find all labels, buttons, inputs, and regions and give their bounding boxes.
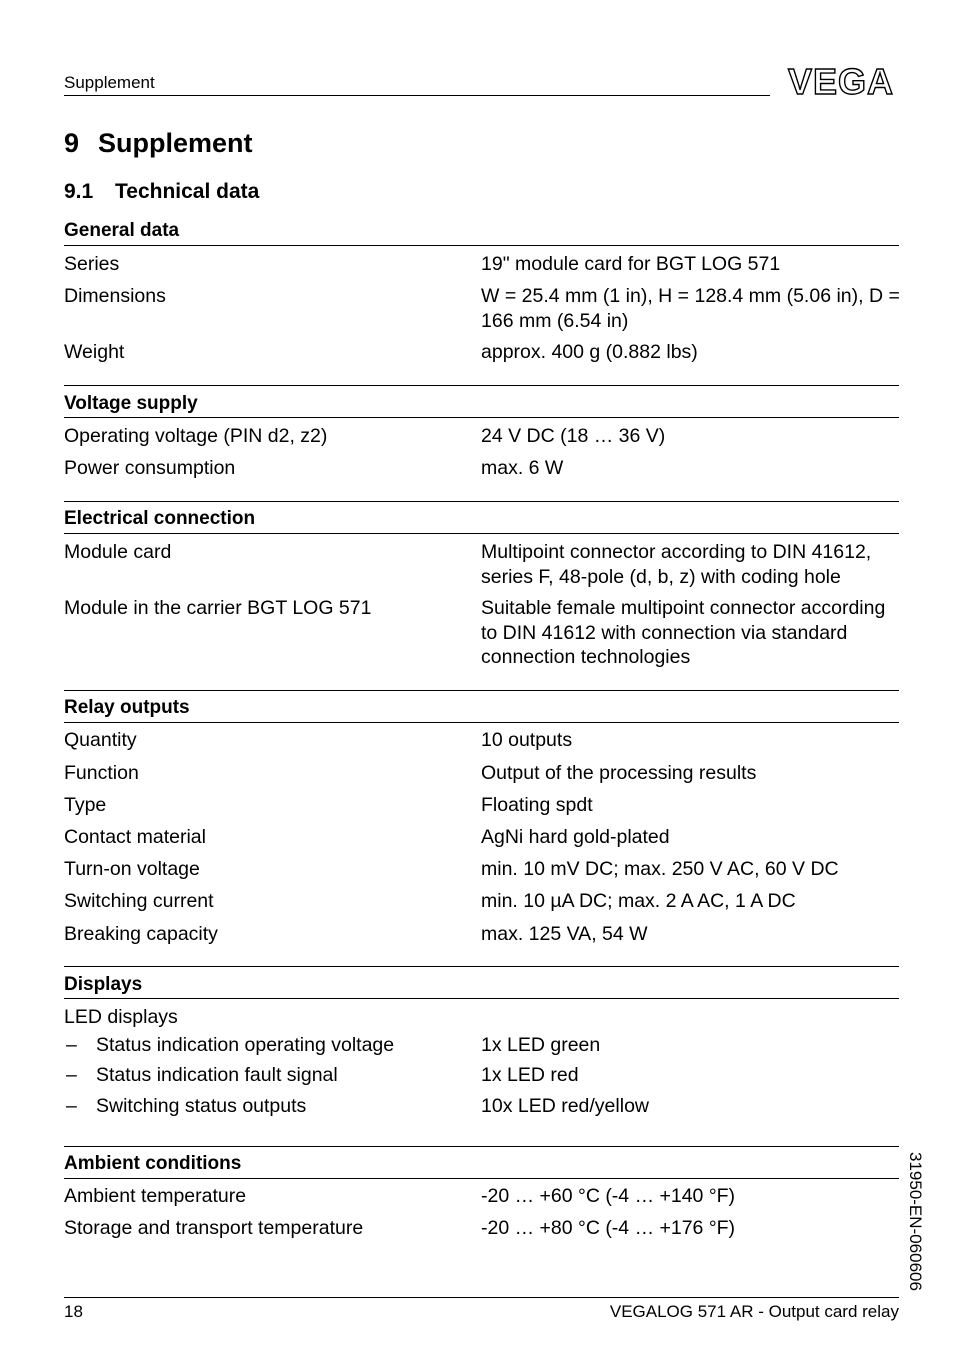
spec-label: Dimensions — [64, 285, 166, 307]
spec-label: Status indication operating voltage — [96, 1034, 395, 1056]
displays-title: Displays — [64, 974, 143, 995]
spec-label: Type — [64, 794, 107, 816]
spec-label: Operating voltage (PIN d2, z2) — [64, 425, 328, 447]
spec-value: 10 outputs — [481, 729, 573, 751]
section-rule — [64, 245, 899, 246]
dash-bullet: – — [66, 1034, 77, 1056]
vega-logo — [782, 64, 900, 98]
section-rule — [64, 533, 899, 534]
section-rule — [64, 966, 899, 967]
voltage-supply-title: Voltage supply — [64, 393, 198, 414]
section-rule — [64, 1146, 899, 1147]
spec-value: Floating spdt — [481, 794, 593, 816]
section-rule — [64, 501, 899, 502]
spec-label: Storage and transport temperature — [64, 1217, 364, 1239]
page-number: 18 — [64, 1302, 83, 1321]
header-rule — [64, 95, 770, 96]
spec-label: Turn-on voltage — [64, 858, 200, 880]
vega-logo-text: VEGA — [787, 64, 895, 98]
electrical-connection-title: Electrical connection — [64, 508, 256, 529]
section-rule — [64, 1178, 899, 1179]
spec-label: Status indication fault signal — [96, 1064, 338, 1086]
led-displays-intro: LED displays — [64, 1006, 178, 1028]
spec-label: Module in the carrier BGT LOG 571 — [64, 597, 372, 619]
section-rule — [64, 690, 899, 691]
spec-label: Contact material — [64, 826, 206, 848]
section-rule — [64, 722, 899, 723]
spec-value: -20 … +80 °C (-4 … +176 °F) — [481, 1217, 736, 1239]
spec-label: Switching current — [64, 890, 214, 912]
section-rule — [64, 998, 899, 999]
list-item — [64, 1094, 306, 1118]
section-rule — [64, 385, 899, 386]
spec-value: min. 10 mV DC; max. 250 V AC, 60 V DC — [481, 858, 839, 880]
ambient-conditions-title: Ambient conditions — [64, 1153, 242, 1174]
spec-value: approx. 400 g (0.882 lbs) — [481, 341, 698, 363]
spec-label: Series — [64, 253, 120, 275]
section-number: 9.1 — [64, 180, 94, 203]
footer-doc-title: VEGALOG 571 AR - Output card relay — [609, 1302, 899, 1321]
document-code: 31950-EN-060606 — [906, 1152, 925, 1291]
section-heading — [64, 180, 259, 204]
chapter-title: Supplement — [98, 128, 253, 158]
spec-value: 10x LED red/yellow — [481, 1095, 649, 1117]
spec-value: W = 25.4 mm (1 in), H = 128.4 mm (5.06 in), D = 166 mm (6.54 in) — [481, 285, 900, 332]
spec-label: Module card — [64, 541, 172, 563]
spec-value: min. 10 µA DC; max. 2 A AC, 1 A DC — [481, 890, 796, 912]
spec-value: Output of the processing results — [481, 762, 757, 784]
section-rule — [64, 417, 899, 418]
spec-label: Breaking capacity — [64, 923, 218, 945]
spec-value: max. 6 W — [481, 457, 564, 479]
spec-value: 19" module card for BGT LOG 571 — [481, 253, 781, 275]
spec-label: Switching status outputs — [96, 1095, 307, 1117]
chapter-heading — [64, 128, 253, 159]
relay-outputs-title: Relay outputs — [64, 697, 190, 718]
spec-value: Multipoint connector according to DIN 41612, series F, 48-pole (d, b, z) with coding hole — [481, 541, 872, 588]
footer-rule — [64, 1297, 899, 1298]
chapter-number: 9 — [64, 128, 80, 158]
header-section-label: Supplement — [64, 73, 155, 92]
spec-value: Suitable female multipoint connector according to DIN 41612 with connection via standard connection technologies — [481, 597, 886, 668]
spec-value: 1x LED green — [481, 1034, 601, 1056]
dash-bullet: – — [66, 1095, 77, 1117]
section-title: Technical data — [115, 180, 260, 203]
spec-value: max. 125 VA, 54 W — [481, 923, 648, 945]
spec-value: -20 … +60 °C (-4 … +140 °F) — [481, 1185, 736, 1207]
spec-value: 24 V DC (18 … 36 V) — [481, 425, 666, 447]
spec-value: AgNi hard gold-plated — [481, 826, 670, 848]
spec-value: 1x LED red — [481, 1064, 579, 1086]
general-data-title: General data — [64, 220, 180, 241]
spec-label: Ambient temperature — [64, 1185, 247, 1207]
dash-bullet: – — [66, 1064, 77, 1086]
spec-label: Weight — [64, 341, 125, 363]
spec-label: Function — [64, 762, 139, 784]
list-item — [64, 1063, 338, 1087]
spec-label: Quantity — [64, 729, 137, 751]
spec-label: Power consumption — [64, 457, 236, 479]
list-item — [64, 1033, 394, 1057]
